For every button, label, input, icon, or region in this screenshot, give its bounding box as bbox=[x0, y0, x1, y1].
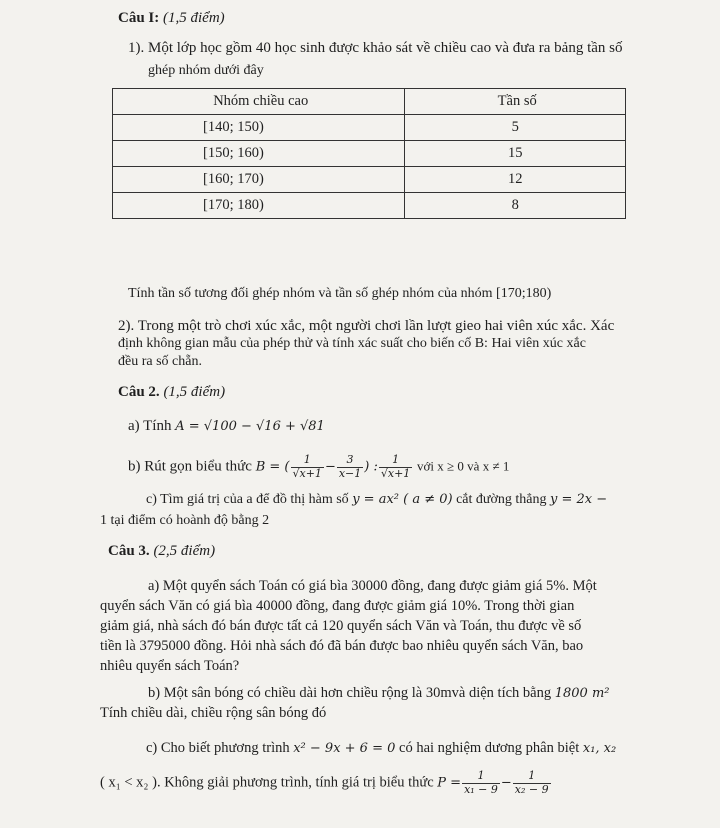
q3-b-text: b) Một sân bóng có chiều dài hơn chiều rộng là 30mvà diện tích bằng bbox=[148, 685, 552, 701]
q2-a-expression: A = √100 − √16 + √81 bbox=[175, 419, 325, 434]
q2-c-text-2: cắt đường thẳng bbox=[456, 492, 547, 507]
table-cell-frequency: 5 bbox=[405, 115, 626, 141]
q2-c-line1 bbox=[146, 492, 607, 508]
q2-points: (1,5 điểm) bbox=[163, 384, 226, 400]
q2-b-fraction-1 bbox=[291, 454, 324, 480]
fraction-numerator: 1 bbox=[462, 770, 500, 784]
q3-c-roots: x₁, x₂ bbox=[582, 741, 617, 756]
table-cell-group: [170; 180) bbox=[113, 193, 405, 219]
q3-c-text-2: có hai nghiệm dương phân biệt bbox=[399, 740, 580, 756]
q3-b-area: 1800 m² bbox=[554, 686, 610, 701]
q1-part2-line2: định không gian mẫu của phép thử và tính xác suất cho biến cố B: Hai viên xúc xắc bbox=[118, 336, 586, 351]
q2-a bbox=[128, 418, 325, 435]
fraction-numerator: 1 bbox=[379, 454, 412, 468]
q3-c-line1 bbox=[146, 740, 616, 757]
q3-a-line5: nhiêu quyển sách Toán? bbox=[100, 658, 240, 674]
q3-c-minus: − bbox=[500, 775, 512, 791]
table-cell-frequency: 15 bbox=[405, 141, 626, 167]
q3-b-line2: Tính chiều dài, chiều rộng sân bóng đó bbox=[100, 705, 327, 721]
table-cell-group: [140; 150) bbox=[113, 115, 405, 141]
q2-b-label: b) Rút gọn biểu thức bbox=[128, 458, 252, 475]
q2-c-line-eq: y = 2x − bbox=[550, 492, 608, 507]
q3-b-line1 bbox=[148, 685, 610, 702]
table-row bbox=[113, 115, 626, 141]
q2-b-fraction-2 bbox=[337, 454, 363, 480]
q3-a-line4: tiền là 3795000 đồng. Hỏi nhà sách đó đã bán được bao nhiêu quyển sách Văn, bao bbox=[100, 638, 584, 654]
fraction-numerator: 1 bbox=[513, 770, 551, 784]
q3-c-fraction-2 bbox=[513, 770, 551, 796]
q1-heading: Câu I: bbox=[118, 10, 160, 26]
q2-a-label: a) Tính bbox=[128, 418, 172, 434]
fraction-numerator: 1 bbox=[291, 454, 324, 468]
q1-points: (1,5 điểm) bbox=[163, 10, 225, 26]
q3-c-line2 bbox=[100, 770, 552, 796]
table-cell-group: [150; 160) bbox=[113, 141, 405, 167]
q2-header bbox=[118, 384, 225, 401]
table-row bbox=[113, 193, 626, 219]
table-cell-group: [160; 170) bbox=[113, 167, 405, 193]
table-header-frequency: Tần số bbox=[405, 89, 626, 115]
q2-b-fraction-3 bbox=[379, 454, 412, 480]
q1-part1-line1: 1). Một lớp học gồm 40 học sinh được khảo sát về chiều cao và đưa ra bảng tần số bbox=[128, 40, 623, 56]
q2-b-minus: − bbox=[324, 459, 336, 475]
q3-c-P: P = bbox=[437, 775, 462, 791]
q3-points: (2,5 điểm) bbox=[153, 543, 216, 559]
table-cell-frequency: 8 bbox=[405, 193, 626, 219]
q2-b bbox=[128, 454, 509, 480]
table-cell-frequency: 12 bbox=[405, 167, 626, 193]
q3-c-equation: x² − 9x + 6 = 0 bbox=[293, 741, 396, 756]
table-row bbox=[113, 167, 626, 193]
q2-c-text-1: c) Tìm giá trị của a để đồ thị hàm số bbox=[146, 492, 349, 507]
q2-heading: Câu 2. bbox=[118, 384, 160, 400]
q3-c-text-3: ( x₁ < x₂ ). Không giải phương trình, tính giá trị biểu thức bbox=[100, 774, 434, 791]
q1-part2-line3: đều ra số chẵn. bbox=[118, 354, 202, 369]
fraction-denominator: x−1 bbox=[338, 466, 362, 480]
q3-c-fraction-1 bbox=[462, 770, 500, 796]
fraction-denominator: x₂ − 9 bbox=[514, 782, 549, 796]
table-header-row bbox=[113, 89, 626, 115]
q3-heading: Câu 3. bbox=[108, 543, 150, 559]
q1-part1-line2: ghép nhóm dưới đây bbox=[148, 63, 264, 78]
q3-a-line3: giảm giá, nhà sách đó bán được tất cả 120 quyển sách Văn và Toán, thu được về số bbox=[100, 618, 582, 634]
table-row bbox=[113, 141, 626, 167]
fraction-numerator: 3 bbox=[337, 454, 363, 468]
q3-header bbox=[108, 543, 215, 560]
q2-b-condition: với x ≥ 0 và x ≠ 1 bbox=[417, 458, 510, 474]
fraction-denominator: √x+1 bbox=[292, 466, 322, 480]
fraction-denominator: √x+1 bbox=[380, 466, 411, 480]
q1-task: Tính tần số tương đối ghép nhóm và tần số ghép nhóm của nhóm [170;180) bbox=[128, 286, 552, 301]
q1-part2-line1: 2). Trong một trò chơi xúc xắc, một người chơi lần lượt gieo hai viên xúc xắc. Xác bbox=[118, 318, 615, 334]
frequency-table bbox=[112, 88, 626, 219]
q2-b-colon: ) : bbox=[364, 459, 378, 475]
q3-a-line1: a) Một quyển sách Toán có giá bìa 30000 đồng, đang được giảm giá 5%. Một bbox=[148, 578, 597, 594]
q2-b-expr-start: B = ( bbox=[255, 459, 290, 475]
q2-c-function: y = ax² ( a ≠ 0) bbox=[352, 492, 453, 507]
q3-a-line2: quyển sách Văn có giá bìa 40000 đồng, đang được giảm giá 10%. Trong thời gian bbox=[100, 598, 575, 614]
table-header-group: Nhóm chiều cao bbox=[113, 89, 405, 115]
fraction-denominator: x₁ − 9 bbox=[464, 782, 498, 796]
q2-c-line2: 1 tại điểm có hoành độ bằng 2 bbox=[100, 513, 270, 528]
q1-header bbox=[118, 10, 225, 27]
q3-c-text-1: c) Cho biết phương trình bbox=[146, 740, 290, 756]
